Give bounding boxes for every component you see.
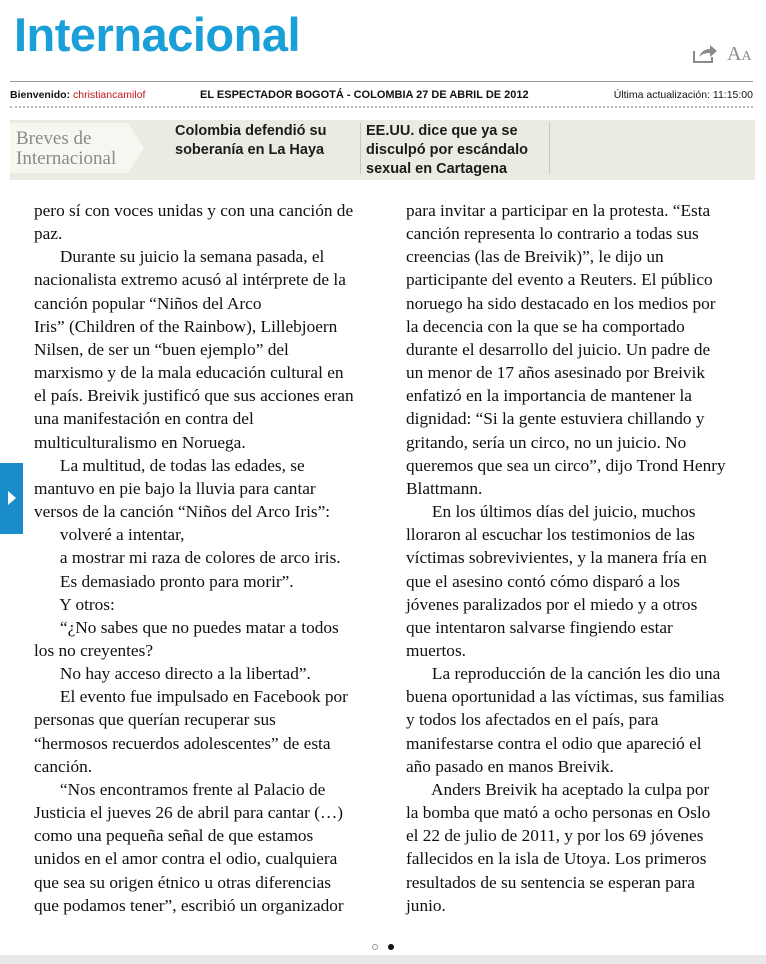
font-size-icon[interactable] — [727, 42, 752, 69]
article-line: No hay acceso directo a la libertad”. — [34, 664, 311, 684]
article-line: marxismo y de la mala educación cultural en — [34, 363, 344, 383]
section-title: Internacional — [14, 8, 301, 61]
font-size-icon-large: A — [727, 43, 742, 65]
article-line: un menor de 17 años asesinado por Breivik — [406, 363, 705, 383]
dotted-divider — [10, 106, 753, 108]
article-line: personas que querían recuperar sus — [34, 710, 276, 730]
article-line: el 22 de julio de 2011, y por los 69 jóvenes — [406, 826, 704, 846]
article-line: manifestarse contra el odio que apareció el — [406, 733, 702, 753]
article-line: lloraron al escuchar los testimonios de las — [406, 525, 695, 545]
article-line: mantuvo en pie bajo la lluvia para cantar — [34, 478, 316, 498]
next-article-tab[interactable] — [0, 463, 23, 534]
article-line: los no creyentes? — [34, 640, 154, 660]
article-line: año pasado en manos Breivik. — [406, 756, 614, 776]
article-line: Blattmann. — [406, 478, 483, 498]
article-line: como una pequeña señal de que estamos — [34, 826, 314, 846]
briefs-tab-arrow — [128, 123, 144, 173]
article-line: que el asesino contó cómo disparó a los — [406, 571, 681, 591]
article-line: para invitar a participar en la protesta. “Esta — [406, 201, 711, 220]
welcome-label: Bienvenido: — [10, 89, 71, 101]
page-indicator — [370, 942, 400, 952]
briefs-tab-line2: Internacional — [16, 148, 117, 169]
article-line: La multitud, de todas las edades, se — [34, 455, 305, 475]
article-line: junio. — [406, 895, 446, 915]
username-link[interactable]: christiancamilof — [73, 89, 146, 101]
article-line: durante el desarrollo del juicio. Un padre de — [406, 339, 711, 359]
article-line: Y otros: — [34, 594, 115, 614]
article-line: participante del evento a Reuters. El público — [406, 270, 713, 290]
brief-divider — [360, 122, 361, 174]
brief-headline-line: disculpó por escándalo — [366, 142, 528, 158]
brief-item[interactable] — [366, 122, 546, 179]
brief-headline-line: sexual en Cartagena — [366, 161, 508, 177]
briefs-tab-line1: Breves de — [16, 128, 92, 149]
last-updated: Última actualización: 11:15:00 — [613, 89, 753, 101]
article-line: “Nos encontramos frente al Palacio de — [34, 779, 326, 799]
brief-divider — [549, 122, 550, 174]
info-bar — [10, 88, 753, 102]
article-line: canción popular “Niños del Arco — [34, 293, 262, 313]
header-rule — [10, 81, 753, 82]
article-line: Durante su juicio la semana pasada, el — [34, 247, 325, 267]
article-line: Es demasiado pronto para morir”. — [34, 571, 294, 591]
article-line: unidos en el amor contra el odio, cualquiera — [34, 849, 338, 869]
article-line: y todos los afectados en el país, para — [406, 710, 659, 730]
article-line: queremos que sea un circo”, dijo Trond Henry — [406, 455, 726, 475]
article-line: enfatizó en la importancia de mantener la — [406, 386, 692, 406]
article-line: la bomba que mató a ocho personas en Oslo — [406, 803, 711, 823]
article-line: jóvenes paralizados por el miedo y a otros — [406, 594, 698, 614]
article-line: víctimas sobrevivientes, y la manera fría en — [406, 548, 707, 568]
article-line: buena oportunidad a las víctimas, sus familias — [406, 687, 725, 707]
article-line: “hermosos recuerdos adolescentes” de esta — [34, 733, 331, 753]
page-dot[interactable] — [372, 944, 378, 950]
article-line: dignidad: “Si la gente estuviera chillando y — [406, 409, 705, 429]
brief-item[interactable] — [175, 122, 355, 160]
font-size-icon-small: A — [741, 49, 752, 64]
article-line: Iris” (Children of the Rainbow), Lillebjoern — [34, 316, 338, 336]
article-line: la decencia con la que se ha comportado — [406, 316, 685, 336]
article-line: canción. — [34, 756, 93, 776]
briefs-tab[interactable] — [10, 123, 128, 173]
article-line: creencias (las de Breivik)”, le dijo un — [406, 247, 664, 267]
article-line: una manifestación en contra del — [34, 409, 254, 429]
chevron-right-icon — [8, 491, 16, 505]
article-column-right — [406, 199, 758, 917]
bottom-bar — [0, 955, 766, 964]
article-line: fallecidos en la isla de Utoya. Los primeros — [406, 849, 707, 869]
article-line: resultados de su sentencia se esperan para — [406, 872, 695, 892]
article-line: multiculturalismo en Noruega. — [34, 432, 246, 452]
article-line: nacionalista extremo acusó al intérprete de la — [34, 270, 346, 290]
article-line: versos de la canción “Niños del Arco Iris”: — [34, 502, 331, 522]
article-line: gritando, sería un circo, no un juicio. No — [406, 432, 687, 452]
article-line: Nilsen, de ser un “buen ejemplo” del — [34, 339, 289, 359]
article-line: que sea su origen étnico u otras diferencias — [34, 872, 332, 892]
article-line: que podamos tener”, escribió un organizador — [34, 895, 344, 915]
article-line: canción representa lo contrario a todas sus — [406, 224, 699, 244]
dateline: EL ESPECTADOR BOGOTÁ - COLOMBIA 27 DE ABRIL DE 2012 — [200, 89, 529, 101]
article-line: “¿No sabes que no puedes matar a todos — [34, 617, 339, 637]
article-line: La reproducción de la canción les dio una — [406, 664, 721, 684]
article-line: Justicia el jueves 26 de abril para cantar (…) — [34, 803, 344, 823]
page-dot-active[interactable] — [388, 944, 394, 950]
article-column-left — [34, 199, 394, 917]
share-icon[interactable] — [692, 44, 718, 64]
briefs-bar — [10, 120, 755, 180]
article-line: volveré a intentar, — [34, 525, 185, 545]
article-line: el país. Breivik justificó que sus acciones eran — [34, 386, 354, 406]
article-line: El evento fue impulsado en Facebook por — [34, 687, 348, 707]
brief-headline-line: EE.UU. dice que ya se — [366, 123, 518, 139]
article-line: que intentaron salvarse fingiendo estar — [406, 617, 673, 637]
article-line: noruego ha sido destacado en los medios por — [406, 293, 716, 313]
welcome-text — [10, 88, 145, 102]
article-line: muertos. — [406, 640, 466, 660]
article-line: Anders Breivik ha aceptado la culpa por — [406, 779, 710, 799]
article-line: a mostrar mi raza de colores de arco iris. — [34, 548, 341, 568]
article-line: paz. — [34, 224, 63, 244]
brief-headline-line: Colombia defendió su — [175, 123, 327, 139]
brief-headline-line: soberanía en La Haya — [175, 142, 325, 158]
article-line: En los últimos días del juicio, muchos — [406, 502, 696, 522]
article-line: pero sí con voces unidas y con una canción de — [34, 201, 354, 220]
